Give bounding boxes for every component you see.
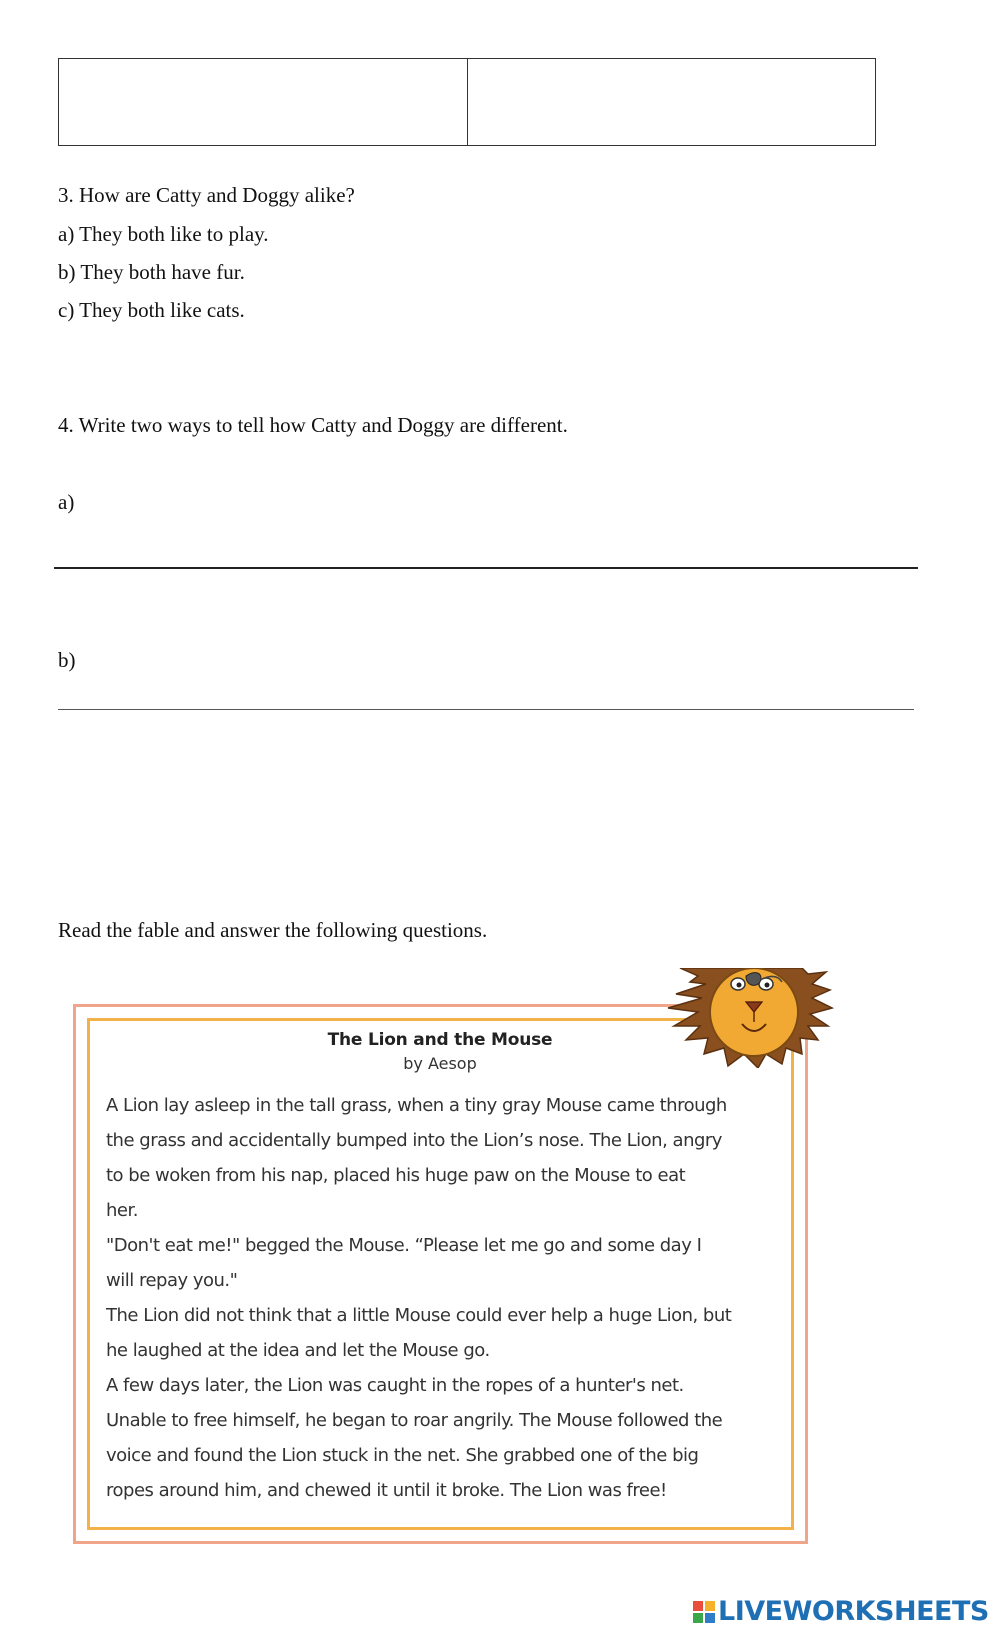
logo-text: LIVEWORKSHEETS <box>718 1596 989 1627</box>
question-3-prompt: 3. How are Catty and Doggy alike? <box>58 183 355 207</box>
answer-table <box>58 58 876 146</box>
fable-line: "Don't eat me!" begged the Mouse. “Please let me go and some day I <box>106 1235 702 1256</box>
liveworksheets-logo-icon <box>692 1600 716 1624</box>
fable-author: by Aesop <box>403 1054 477 1073</box>
question-3-option-c[interactable]: c) They both like cats. <box>58 298 245 322</box>
answer-table-cell-right[interactable] <box>467 59 876 145</box>
answer-b-label: b) <box>58 648 76 672</box>
fable-line: voice and found the Lion stuck in the net. She grabbed one of the big <box>106 1445 699 1466</box>
fable-line: The Lion did not think that a little Mouse could ever help a huge Lion, but <box>106 1305 732 1326</box>
fable-line: her. <box>106 1200 138 1221</box>
fable-title: The Lion and the Mouse <box>327 1030 553 1050</box>
answer-a-line[interactable] <box>54 567 918 569</box>
question-3-option-b[interactable]: b) They both have fur. <box>58 260 245 284</box>
question-4-prompt: 4. Write two ways to tell how Catty and Doggy are different. <box>58 413 568 437</box>
fable-line: to be woken from his nap, placed his huge paw on the Mouse to eat <box>106 1165 686 1186</box>
fable-line: he laughed at the idea and let the Mouse go. <box>106 1340 490 1361</box>
fable-line: A few days later, the Lion was caught in the ropes of a hunter's net. <box>106 1375 684 1396</box>
answer-table-cell-left[interactable] <box>59 59 467 145</box>
fable-line: ropes around him, and chewed it until it broke. The Lion was free! <box>106 1480 667 1501</box>
fable-line: the grass and accidentally bumped into the Lion’s nose. The Lion, angry <box>106 1130 722 1151</box>
answer-b-line[interactable] <box>58 709 914 710</box>
lion-illustration <box>662 968 834 1068</box>
fable-line: Unable to free himself, he began to roar angrily. The Mouse followed the <box>106 1410 723 1431</box>
mouse-on-nose <box>746 973 761 986</box>
answer-a-label: a) <box>58 490 75 514</box>
fable-line: will repay you." <box>106 1270 238 1291</box>
fable-instruction: Read the fable and answer the following questions. <box>58 918 488 942</box>
liveworksheets-logo[interactable] <box>692 1596 989 1627</box>
question-3-option-a[interactable]: a) They both like to play. <box>58 222 269 246</box>
fable-line: A Lion lay asleep in the tall grass, when a tiny gray Mouse came through <box>106 1095 727 1116</box>
